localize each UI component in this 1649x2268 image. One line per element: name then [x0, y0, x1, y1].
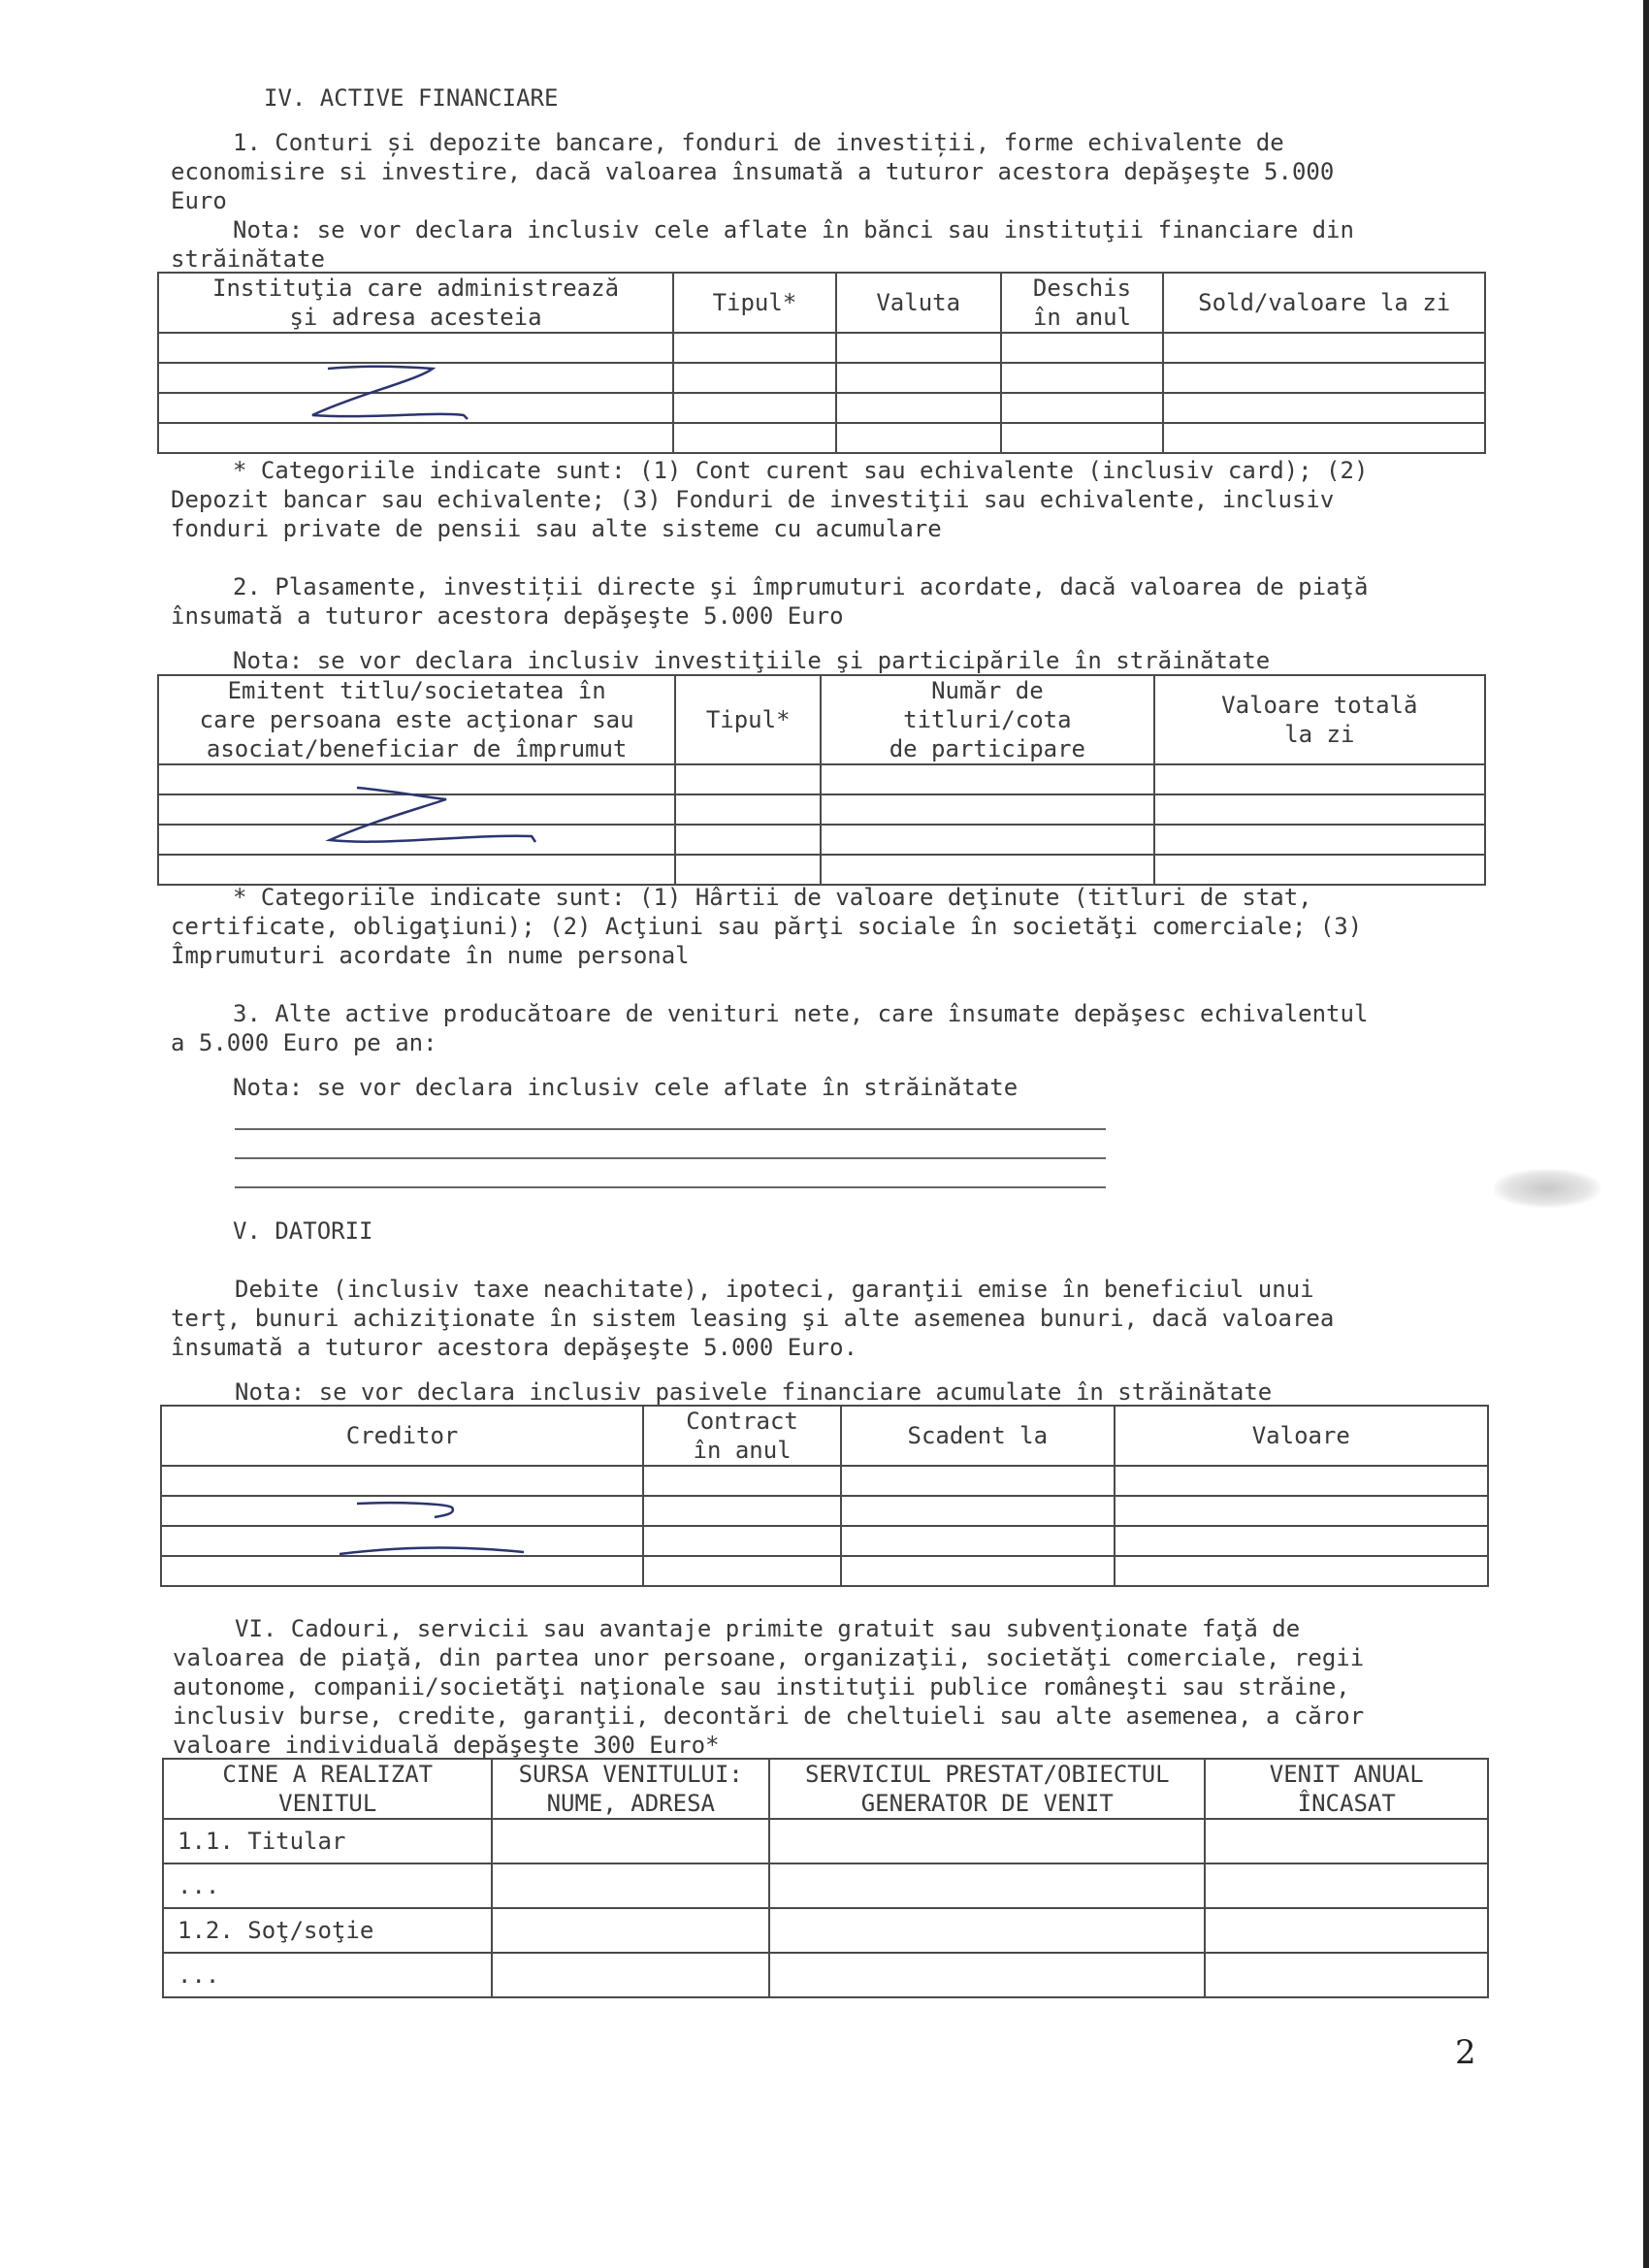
- table-cell[interactable]: [1205, 1908, 1488, 1953]
- table-cell[interactable]: [1001, 423, 1164, 453]
- header-line: SERVICIUL PRESTAT/OBIECTUL GENERATOR DE VENIT: [804, 1761, 1170, 1817]
- table-cell[interactable]: [1205, 1863, 1488, 1908]
- table-row: [161, 1556, 1488, 1586]
- table-row: [158, 855, 1485, 885]
- table-cell[interactable]: [492, 1953, 769, 1997]
- table-header: [492, 1759, 769, 1819]
- header-line: Instituţia care administrează şi adresa acesteia: [212, 275, 620, 331]
- table-cell[interactable]: [836, 423, 1001, 453]
- table-cell[interactable]: [836, 363, 1001, 393]
- table-cell[interactable]: [673, 393, 836, 423]
- section-v-line: terţ, bunuri achiziţionate în sistem leasing şi alte asemenea bunuri, dacă valoarea: [171, 1305, 1335, 1332]
- item1-line: economisire si investire, dacă valoarea însumată a tuturor acestora depăşeşte 5.000: [171, 158, 1335, 185]
- table-row: [161, 1496, 1488, 1526]
- blank-answer-line[interactable]: [235, 1128, 1106, 1130]
- item2-line: însumată a tuturor acestora depăşeşte 5.000 Euro: [171, 602, 844, 630]
- header-line: Emitent titlu/societatea în care persoana este acţionar sau asociat/beneficiar de împrumut: [199, 677, 634, 762]
- table-header: [1001, 273, 1164, 333]
- item1-note: străinătate: [171, 245, 325, 273]
- section-vi-line: valoarea de piaţă, din partea unor persoane, organizaţii, societăţi comerciale, regii: [173, 1644, 1365, 1671]
- table-cell[interactable]: [158, 363, 673, 393]
- scan-smudge: [1494, 1169, 1600, 1208]
- table-cell[interactable]: [841, 1496, 1115, 1526]
- table-cell[interactable]: [769, 1819, 1205, 1863]
- table-header: [1163, 273, 1485, 333]
- debts-table: [160, 1405, 1489, 1587]
- table-cell[interactable]: [161, 1526, 643, 1556]
- table-cell[interactable]: [836, 333, 1001, 363]
- row-label: ...: [163, 1953, 492, 1997]
- table-cell[interactable]: [161, 1466, 643, 1496]
- table-cell[interactable]: [1001, 333, 1164, 363]
- item1-note: Nota: se vor declara inclusiv cele aflate în bănci sau instituţii financiare din: [233, 216, 1354, 243]
- table-row: [163, 1819, 1488, 1863]
- footnote-line: Depozit bancar sau echivalente; (3) Fonduri de investiţii sau echivalente, inclusiv: [171, 486, 1335, 513]
- table-cell[interactable]: [158, 794, 675, 825]
- table-header: [821, 675, 1154, 764]
- section-vi-line: autonome, companii/societăţi naţionale sau instituţii publice româneşti sau străine,: [173, 1673, 1350, 1701]
- table-cell[interactable]: [643, 1496, 841, 1526]
- table-header: [673, 273, 836, 333]
- header-line: Contract în anul: [686, 1408, 798, 1464]
- table-cell[interactable]: [492, 1863, 769, 1908]
- header-line: Scadent la: [907, 1422, 1049, 1449]
- table-cell[interactable]: [1163, 363, 1485, 393]
- header-line: Sold/valoare la zi: [1198, 289, 1451, 316]
- item2-line: 2. Plasamente, investiții directe şi împrumuturi acordate, dacă valoarea de piaţă: [233, 573, 1369, 600]
- table-cell[interactable]: [158, 333, 673, 363]
- table-cell[interactable]: [158, 855, 675, 885]
- row-label: ...: [163, 1863, 492, 1908]
- table-cell[interactable]: [158, 393, 673, 423]
- table-header: [158, 675, 675, 764]
- table-cell[interactable]: [1154, 794, 1485, 825]
- table-header: [161, 1406, 643, 1466]
- table-cell[interactable]: [1205, 1819, 1488, 1863]
- table-cell[interactable]: [821, 764, 1154, 794]
- section-v-title: V. DATORII: [233, 1217, 373, 1245]
- table-header: [836, 273, 1001, 333]
- table-row: [158, 393, 1485, 423]
- item3-note: Nota: se vor declara inclusiv cele aflate în străinătate: [233, 1074, 1018, 1101]
- table-cell[interactable]: [643, 1526, 841, 1556]
- table-row: [158, 423, 1485, 453]
- header-line: SURSA VENITULUI: NUME, ADRESA: [518, 1761, 743, 1817]
- table-row: [163, 1908, 1488, 1953]
- table-cell[interactable]: [841, 1466, 1115, 1496]
- table-cell[interactable]: [1154, 764, 1485, 794]
- item1-line: Euro: [171, 187, 227, 214]
- header-line: Valoare: [1251, 1422, 1350, 1449]
- table-cell[interactable]: [769, 1908, 1205, 1953]
- table-cell[interactable]: [675, 855, 821, 885]
- header-line: Valuta: [876, 289, 961, 316]
- item1-line: 1. Conturi și depozite bancare, fonduri de investiții, forme echivalente de: [233, 129, 1284, 156]
- table-cell[interactable]: [675, 825, 821, 855]
- item2-note: Nota: se vor declara inclusiv investiţiile şi participările în străinătate: [233, 647, 1271, 674]
- table-cell[interactable]: [821, 855, 1154, 885]
- section-v-line: Debite (inclusiv taxe neachitate), ipoteci, garanţii emise în beneficiul unui: [235, 1276, 1314, 1303]
- table-cell[interactable]: [158, 825, 675, 855]
- investments-table: [157, 674, 1486, 886]
- table-row: [158, 363, 1485, 393]
- table-cell[interactable]: [673, 333, 836, 363]
- row-label: 1.1. Titular: [163, 1819, 492, 1863]
- item3-line: a 5.000 Euro pe an:: [171, 1029, 437, 1056]
- table-cell[interactable]: [1205, 1953, 1488, 1997]
- table-cell[interactable]: [1115, 1466, 1488, 1496]
- gifts-table: [162, 1758, 1489, 1998]
- table-row: [158, 764, 1485, 794]
- table-cell[interactable]: [673, 363, 836, 393]
- table-cell[interactable]: [158, 423, 673, 453]
- table-row: [161, 1466, 1488, 1496]
- table-header: [163, 1759, 492, 1819]
- bank-accounts-table: [157, 272, 1486, 454]
- table-row: [158, 825, 1485, 855]
- header-line: Creditor: [345, 1422, 459, 1449]
- table-row: [161, 1526, 1488, 1556]
- table-cell[interactable]: [769, 1863, 1205, 1908]
- section-vi-line: VI. Cadouri, servicii sau avantaje primite gratuit sau subvenţionate faţă de: [235, 1615, 1301, 1642]
- table-cell[interactable]: [161, 1496, 643, 1526]
- footnote-line: fonduri private de pensii sau alte sisteme cu acumulare: [171, 515, 942, 542]
- scan-edge: [1643, 0, 1649, 2268]
- table-header: [769, 1759, 1205, 1819]
- table-cell[interactable]: [841, 1556, 1115, 1586]
- header-line: Număr de titluri/cota de participare: [889, 677, 1085, 762]
- section-v-line: însumată a tuturor acestora depăşeşte 5.000 Euro.: [171, 1334, 858, 1361]
- table-cell[interactable]: [841, 1526, 1115, 1556]
- table-header: [841, 1406, 1115, 1466]
- table-header: [643, 1406, 841, 1466]
- page-number: 2: [1455, 2033, 1476, 2072]
- table-cell[interactable]: [675, 764, 821, 794]
- section-v-note: Nota: se vor declara inclusiv pasivele financiare acumulate în străinătate: [235, 1378, 1273, 1406]
- table-cell[interactable]: [673, 423, 836, 453]
- table-row: [158, 333, 1485, 363]
- table-cell[interactable]: [1115, 1556, 1488, 1586]
- table-cell[interactable]: [1154, 855, 1485, 885]
- header-line: Deschis în anul: [1032, 275, 1132, 331]
- table-cell[interactable]: [643, 1556, 841, 1586]
- table-cell[interactable]: [1163, 333, 1485, 363]
- table-header: [158, 273, 673, 333]
- table-cell[interactable]: [1115, 1526, 1488, 1556]
- table-row: [163, 1953, 1488, 1997]
- header-line: Valoare totală la zi: [1221, 692, 1418, 748]
- footnote-line: Împrumuturi acordate în nume personal: [171, 942, 690, 969]
- table-row: [158, 794, 1485, 825]
- table-cell[interactable]: [1001, 363, 1164, 393]
- table-header: [675, 675, 821, 764]
- header-line: CINE A REALIZAT VENITUL: [222, 1761, 434, 1817]
- table-header: [1154, 675, 1485, 764]
- table-cell[interactable]: [836, 393, 1001, 423]
- table-cell[interactable]: [492, 1908, 769, 1953]
- blank-answer-line[interactable]: [235, 1157, 1106, 1159]
- table-cell[interactable]: [675, 794, 821, 825]
- table-cell[interactable]: [821, 825, 1154, 855]
- table-cell[interactable]: [1115, 1496, 1488, 1526]
- header-line: Tipul*: [712, 289, 797, 316]
- table-cell[interactable]: [492, 1819, 769, 1863]
- blank-answer-line[interactable]: [235, 1186, 1106, 1188]
- header-line: Tipul*: [705, 706, 791, 733]
- table-cell[interactable]: [643, 1466, 841, 1496]
- row-label: 1.2. Soţ/soţie: [163, 1908, 492, 1953]
- section-vi-line: valoare individuală depăşeşte 300 Euro*: [173, 1732, 720, 1759]
- table-cell[interactable]: [158, 764, 675, 794]
- table-cell[interactable]: [821, 794, 1154, 825]
- item3-line: 3. Alte active producătoare de venituri nete, care însumate depăşesc echivalentul: [233, 1000, 1369, 1027]
- table-cell[interactable]: [1001, 393, 1164, 423]
- section-vi-line: inclusiv burse, credite, garanţii, decontări de cheltuieli sau alte asemenea, a căror: [173, 1702, 1365, 1730]
- footnote-line: certificate, obligaţiuni); (2) Acţiuni sau părţi sociale în societăţi comerciale; (3): [171, 913, 1363, 940]
- table-cell[interactable]: [769, 1953, 1205, 1997]
- table-cell[interactable]: [161, 1556, 643, 1586]
- table-header: [1115, 1406, 1488, 1466]
- footnote-line: * Categoriile indicate sunt: (1) Cont curent sau echivalente (inclusiv card); (2): [233, 457, 1369, 484]
- header-line: VENIT ANUAL ÎNCASAT: [1269, 1761, 1424, 1817]
- footnote-line: * Categoriile indicate sunt: (1) Hârtii de valoare deţinute (titluri de stat,: [233, 884, 1312, 911]
- table-cell[interactable]: [1163, 423, 1485, 453]
- table-cell[interactable]: [1163, 393, 1485, 423]
- table-row: [163, 1863, 1488, 1908]
- table-header: [1205, 1759, 1488, 1819]
- section-iv-title: IV. ACTIVE FINANCIARE: [264, 84, 559, 112]
- table-cell[interactable]: [1154, 825, 1485, 855]
